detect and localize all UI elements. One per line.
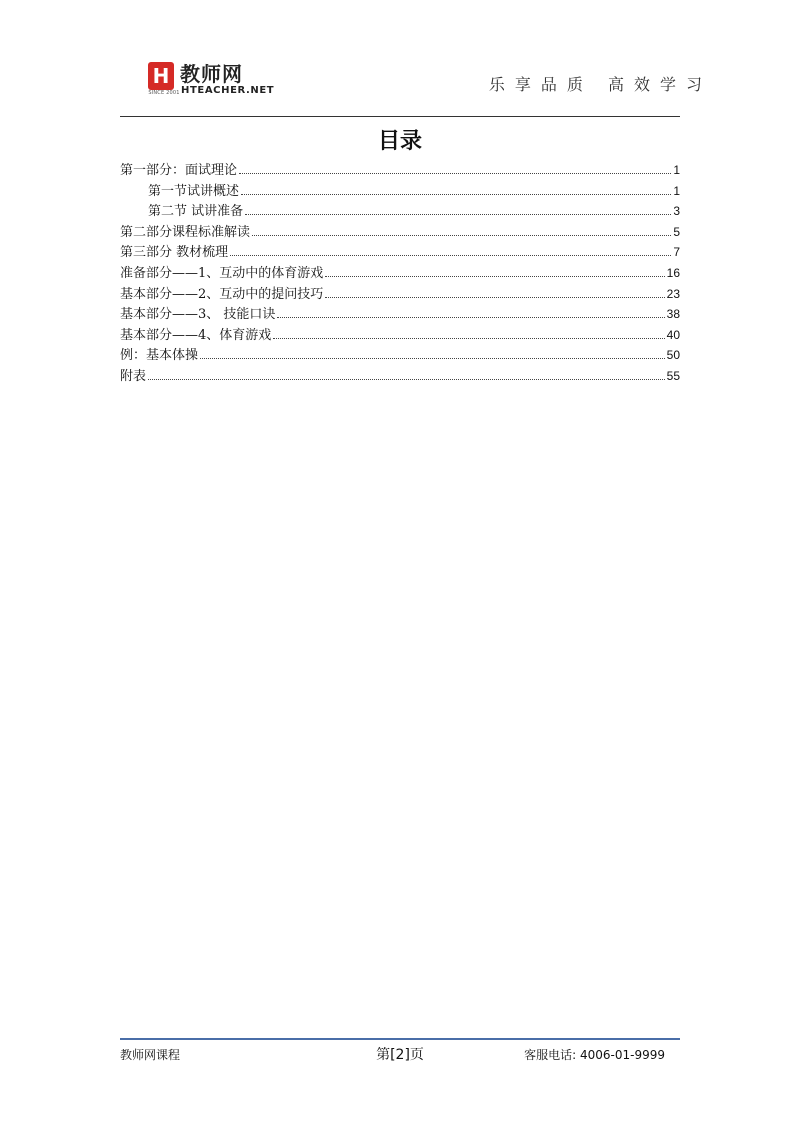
toc-dot-leader <box>200 358 665 359</box>
toc-entry-page: 1 <box>673 163 680 177</box>
toc-entry-page: 3 <box>673 204 680 219</box>
toc-entry[interactable] <box>120 242 680 263</box>
toc-entry-title: 基本部分——3、 技能口诀 <box>120 307 276 323</box>
header-slogan: 乐享品质 高效学习 <box>488 75 712 94</box>
toc-entry[interactable] <box>120 325 680 346</box>
footer-course-label: 教师网课程 <box>120 1048 181 1062</box>
toc-entry-title: 基本部分——4、体育游戏 <box>120 327 272 343</box>
toc-dot-leader <box>239 173 671 174</box>
toc-entry-title: 第一部分：面试理论 <box>120 163 238 178</box>
toc-entry-title: 第二节 试讲准备 <box>148 204 244 220</box>
page-header <box>0 0 800 120</box>
toc-entry-page: 50 <box>666 348 680 363</box>
toc-entry[interactable] <box>120 304 680 325</box>
toc-entry-title: 附表 <box>120 368 147 384</box>
toc-entry[interactable] <box>120 222 680 243</box>
logo-name: 教师网 <box>180 62 243 86</box>
toc-entry-title: 第一节试讲概述 <box>148 183 240 199</box>
toc-dot-leader <box>230 255 671 256</box>
toc-entry-title: 准备部分——1、互动中的体育游戏 <box>120 265 324 281</box>
toc-entry[interactable] <box>120 345 680 366</box>
logo-url: HTEACHER.NET <box>181 85 275 96</box>
toc-entry[interactable] <box>120 284 680 305</box>
toc-entry-page: 38 <box>666 307 680 322</box>
toc-entry-page: 55 <box>666 368 680 383</box>
toc-entry-page: 16 <box>666 265 680 280</box>
toc-entry-title: 第二部分课程标准解读 <box>120 224 251 240</box>
toc-dot-leader <box>325 297 664 298</box>
toc-entry-page: 5 <box>673 224 680 239</box>
header-divider <box>120 116 680 117</box>
toc-entry[interactable] <box>120 160 680 181</box>
toc-dot-leader <box>245 214 671 215</box>
toc-dot-leader <box>273 338 664 339</box>
toc-entry-page: 40 <box>666 327 680 342</box>
toc-entry[interactable] <box>120 263 680 284</box>
logo-since-text: SINCE 2001 <box>148 90 180 96</box>
toc-entry-title: 基本部分——2、互动中的提问技巧 <box>120 286 324 302</box>
toc-entry[interactable] <box>120 366 680 387</box>
document-title: 目录 <box>377 128 422 154</box>
toc-dot-leader <box>277 317 664 318</box>
toc-entry[interactable] <box>120 181 680 202</box>
toc-dot-leader <box>252 235 671 236</box>
toc-entry-title: 第三部分 教材梳理 <box>120 245 229 261</box>
logo-icon: H <box>148 62 174 90</box>
footer-phone: 客服电话: 4006-01-9999 <box>524 1048 665 1062</box>
toc-entry-page: 1 <box>673 183 680 198</box>
toc-entry-page: 23 <box>666 286 680 301</box>
toc-dot-leader <box>148 379 665 380</box>
toc-dot-leader <box>325 276 664 277</box>
footer-divider <box>120 1038 680 1040</box>
toc-entry-title: 例：基本体操 <box>120 348 199 364</box>
footer-page-number: 第[2]页 <box>376 1047 424 1063</box>
toc-entry[interactable] <box>120 201 680 222</box>
toc-dot-leader <box>241 194 671 195</box>
table-of-contents <box>120 160 680 387</box>
toc-entry-page: 7 <box>673 245 680 260</box>
